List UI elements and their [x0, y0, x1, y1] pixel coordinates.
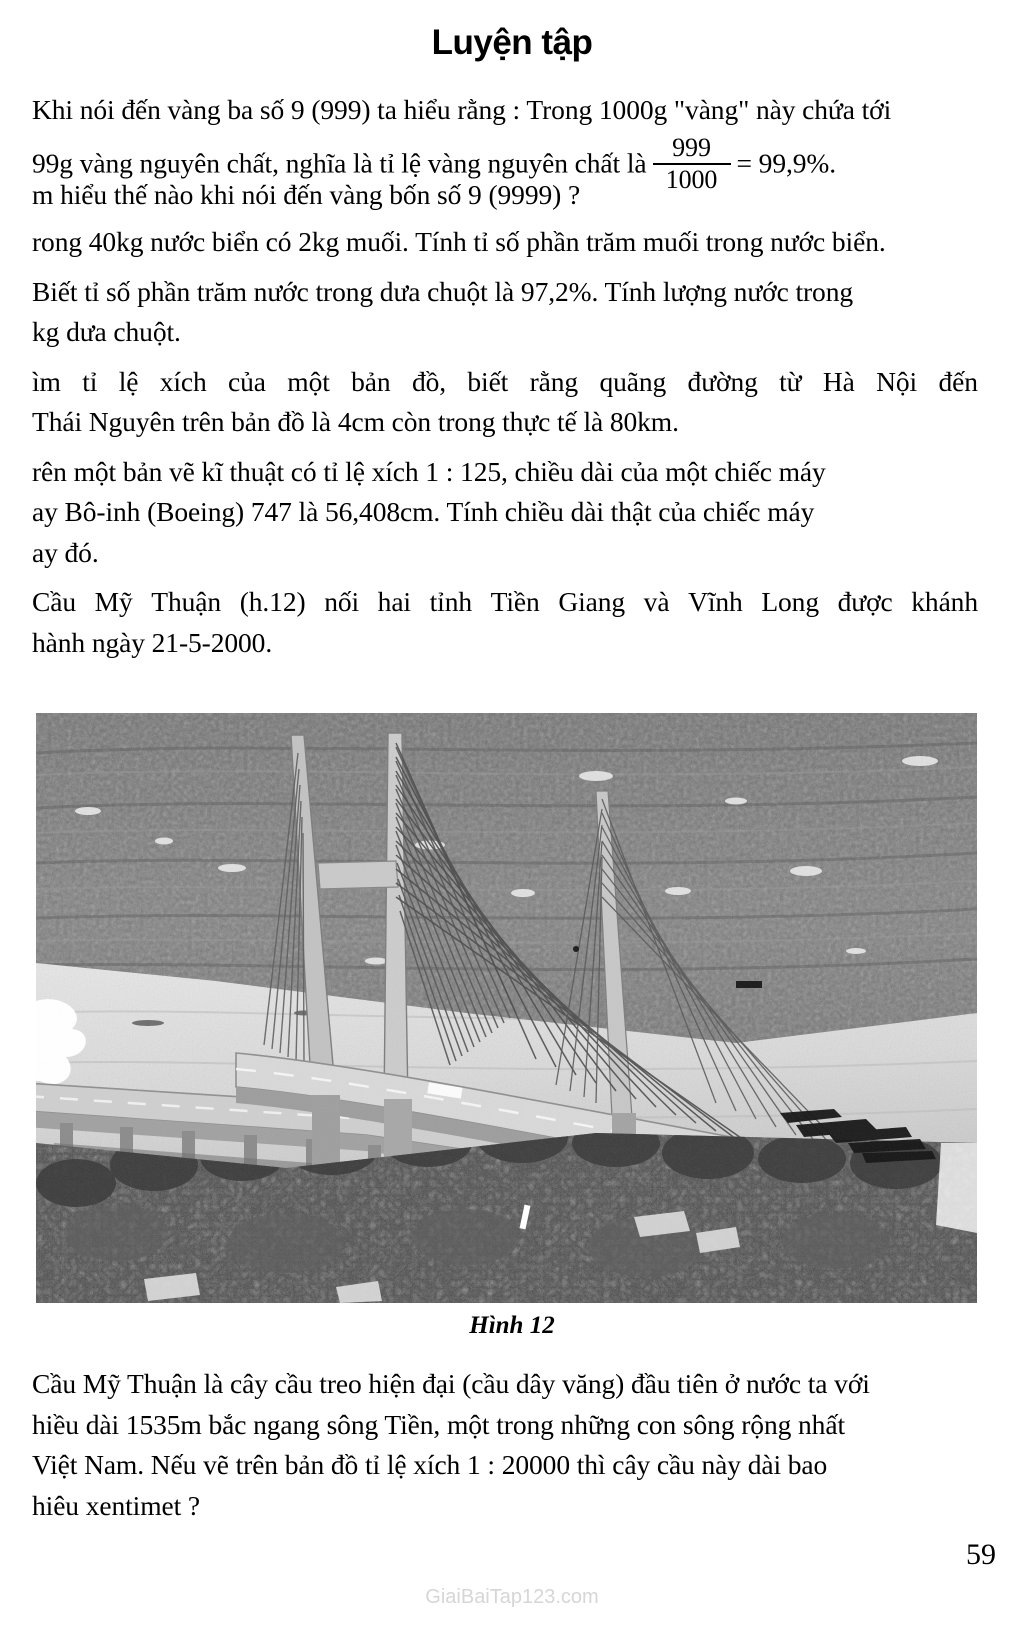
exercise-my-thuan-intro-line-1: Cầu Mỹ Thuận (h.12) nối hai tỉnh Tiền Giang và Vĩnh Long được khánh	[32, 586, 978, 617]
exercise-my-thuan-question-line-3: Việt Nam. Nếu vẽ trên bản đồ tỉ lệ xích 1 : 20000 thì cây cầu này dài bao	[32, 1449, 828, 1480]
exercise-gold-line-1: Khi nói đến vàng ba số 9 (999) ta hiểu rằng : Trong 1000g "vàng" này chứa tới	[32, 94, 892, 125]
fraction-denominator: 1000	[665, 164, 718, 194]
fraction-equals-value: = 99,9%.	[736, 146, 836, 178]
exercise-gold	[32, 96, 978, 208]
exercise-map-scale-line-1: ìm tỉ lệ xích của một bản đồ, biết rằng quãng đường từ Hà Nội đến	[32, 365, 978, 397]
exercise-map-scale-line-2: Thái Nguyên trên bản đồ là 4cm còn trong thực tế là 80km.	[32, 406, 679, 437]
exercise-my-thuan-question-line-2: hiều dài 1535m bắc ngang sông Tiền, một trong những con sông rộng nhất	[32, 1408, 845, 1440]
exercise-boeing	[32, 455, 978, 568]
exercise-boeing-line-2: ay Bô-inh (Boeing) 747 là 56,408cm. Tính chiều dài thật của chiếc máy	[32, 496, 815, 527]
exercise-my-thuan-question-line-1: Cầu Mỹ Thuận là cây cầu treo hiện đại (cầu dây văng) đầu tiên ở nước ta với	[32, 1368, 870, 1399]
exercise-my-thuan-question-line-4: hiêu xentimet ?	[32, 1489, 201, 1521]
page-title: Luyện tập	[431, 23, 593, 62]
fraction-999-over-1000	[653, 132, 731, 194]
body-text-column	[32, 96, 978, 662]
exercise-seawater	[32, 228, 978, 256]
exercise-cucumber	[32, 275, 978, 347]
exercise-my-thuan-question	[32, 1370, 978, 1519]
exercise-cucumber-line-2: kg dưa chuột.	[32, 316, 181, 347]
exercise-gold-line-2-text: 99g vàng nguyên chất, nghĩa là tỉ lệ vàng nguyên chất là	[32, 146, 647, 178]
page-number: 59	[966, 1538, 996, 1571]
exercise-map-scale	[32, 365, 978, 437]
exercise-gold-line-3: m hiểu thế nào khi nói đến vàng bốn số 9 (9999) ?	[32, 178, 581, 210]
site-watermark: GiaiBaiTap123.com	[425, 1586, 599, 1608]
body-text-column-lower	[32, 1370, 978, 1525]
exercise-boeing-line-1: rên một bản vẽ kĩ thuật có tỉ lệ xích 1 : 125, chiều dài của một chiếc máy	[32, 455, 826, 487]
figure-caption: Hình 12	[469, 1312, 555, 1339]
exercise-seawater-line-1: rong 40kg nước biển có 2kg muối. Tính tỉ số phần trăm muối trong nước biển.	[32, 226, 886, 257]
exercise-my-thuan-intro-line-2: hành ngày 21-5-2000.	[32, 626, 273, 658]
exercise-cucumber-line-1: Biết tỉ số phần trăm nước trong dưa chuột là 97,2%. Tính lượng nước trong	[32, 275, 854, 307]
exercise-boeing-line-3: ay đó.	[32, 536, 99, 568]
bridge-photo	[36, 713, 977, 1303]
fraction-numerator: 999	[672, 132, 711, 162]
figure-my-thuan-bridge	[36, 713, 977, 1303]
exercise-my-thuan-intro	[32, 588, 978, 656]
